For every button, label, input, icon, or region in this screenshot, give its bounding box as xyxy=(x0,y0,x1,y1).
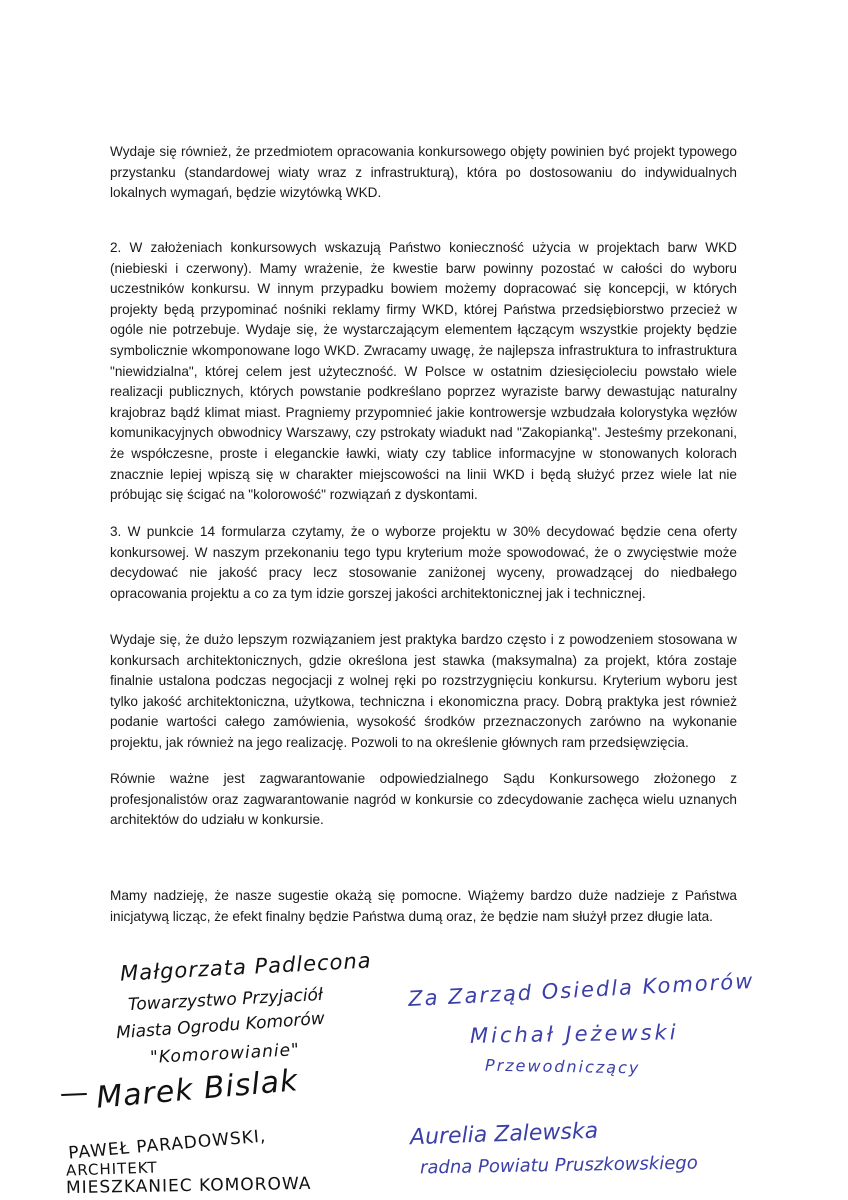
signature-left-name1: Małgorzata Padlecona xyxy=(119,948,373,986)
signature-left-name3-line3: MIESZKANIEC KOMOROWA xyxy=(65,1173,312,1199)
signature-left-org-line1: Towarzystwo Przyjaciół xyxy=(127,984,324,1016)
signature-left-org-line2: Miasta Ogrodu Komorów xyxy=(115,1008,326,1044)
signature-right-line3: Przewodniczący xyxy=(484,1055,641,1078)
paragraph-2: 2. W założeniach konkursowych wskazują Państwo konieczność użycia w projektach barw WKD (niebieski i czerwony). Mamy wrażenie, że kwestie barw powinny pozostać w całości do wyboru uczestników konkursu. W innym przypadku bowiem możemy dopracować się koncepcji, w których projekty będą przypominać nośniki reklamy firmy WKD, której Państwa przedsiębiorstwo przecież w ogóle nie potrzebuje. Wydaje się, że wystarczającym elementem łączącym wszystkie projekty będzie symbolicznie wkomponowane logo WKD. Zwracamy uwagę, że najlepsza infrastruktura to infrastruktura "niewidzialna", której celem jest użyteczność. W Polsce w ostatnim dziesięcioleciu powstało wiele realizacji publicznych, których powstanie podkreślano poprzez wyraziste barwy dewastując naturalny krajobraz bądź klimat miast. Pragniemy przypomnieć jakie kontrowersje wzbudzała kolorystyka węzłów komunikacyjnych obwodnicy Warszawy, czy pstrokaty wiadukt nad "Zakopianką". Jesteśmy przekonani, że współczesne, proste i eleganckie ławki, wiaty czy tablice informacyjne w stonowanych kolorach znacznie lepiej wpiszą się w charakter miejscowości na linii WKD i będą służyć przez wiele lat nie próbując się ścigać na "kolorowość" rozwiązań z dyskontami. xyxy=(110,240,737,503)
signature-left-name3-line1: PAWEŁ PARADOWSKI, xyxy=(67,1126,268,1164)
paragraph-3: 3. W punkcie 14 formularza czytamy, że o wyborze projektu w 30% decydować będzie cena oferty konkursowej. W naszym przekonaniu tego typu kryterium może spowodować, że o zwycięstwie może decydować nie jakość pracy lecz stosowanie zaniżonej wyceny, prowadzącej do niedbałego opracowania projektu a co za tym idzie gorszej jakości architektonicznej jak i technicznej. xyxy=(110,524,737,601)
signature-dash-mark xyxy=(60,1088,90,1102)
signature-right-line4: Aurelia Zalewska xyxy=(409,1118,599,1151)
signature-right-line2: Michał Jeżewski xyxy=(469,1020,679,1048)
paragraph-1: Wydaje się również, że przedmiotem opracowania konkursowego objęty powinien być projekt typowego przystanku (standardowej wiaty wraz z infrastrukturą), która po dostosowaniu do indywidualnych lokalnych wymagań, będzie wizytówką WKD. xyxy=(110,144,737,201)
paragraph-6: Mamy nadzieję, że nasze sugestie okażą się pomocne. Wiążemy bardzo duże nadzieje z Państwa inicjatywą licząc, że efekt finalny będzie Państwa dumą oraz, że będzie nam służył przez długie lata. xyxy=(110,888,737,924)
signature-left-name3-line2: ARCHITEKT xyxy=(65,1158,158,1180)
signature-left-org-line3: "Komorowianie" xyxy=(149,1040,301,1068)
paragraph-5: Równie ważne jest zagwarantowanie odpowiedzialnego Sądu Konkursowego złożonego z profesjonalistów oraz zagwarantowanie nagród w konkursie co zdecydowanie zachęca wielu uznanych architektów do udziału w konkursie. xyxy=(110,771,737,828)
signature-right-line5: radna Powiatu Pruszkowskiego xyxy=(419,1152,698,1179)
signature-right-line1: Za Zarząd Osiedla Komorów xyxy=(407,968,755,1012)
paragraph-4: Wydaje się, że dużo lepszym rozwiązaniem jest praktyka bardzo często i z powodzeniem stosowana w konkursach architektonicznych, gdzie określona jest stawka (maksymalna) za projekt, która zostaje finalnie ustalona podczas negocjacji z wolnej ręki po rozstrzygnięciu konkursu. Kryterium wyboru jest tylko jakość architektoniczna, użytkowa, techniczna i ekonomiczna pracy. Dobrą praktyka jest również podanie wartości całego zamówienia, wysokość środków przeznaczonych zarówno na wykonanie projektu, jak również na jego realizację. Pozwoli to na określenie głównych ram przedsięwzięcia. xyxy=(110,632,737,750)
signature-left-name2: Marek Bislak xyxy=(94,1063,300,1116)
